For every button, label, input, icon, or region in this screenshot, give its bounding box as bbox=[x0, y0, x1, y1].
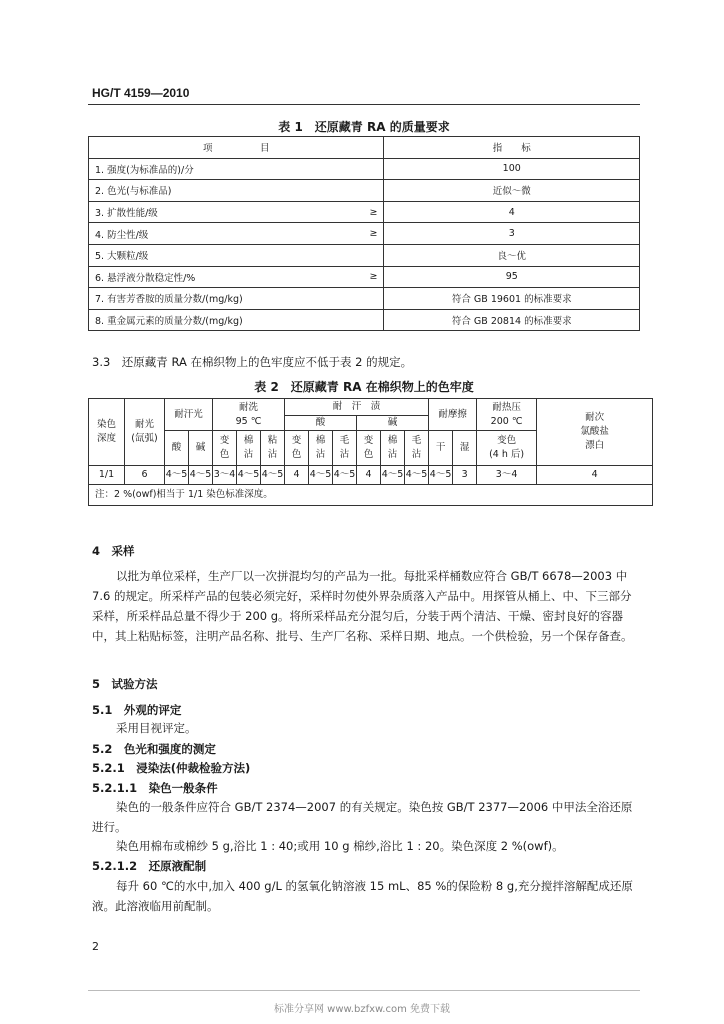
data-cell: 4～5 bbox=[237, 466, 261, 485]
row-item: 8. 重金属元素的质量分数/(mg/kg) bbox=[89, 309, 299, 331]
section-5-heading: 5 试验方法 bbox=[92, 677, 158, 691]
row-ge bbox=[298, 158, 384, 180]
header-light: 耐光 (氙弧) bbox=[125, 399, 165, 466]
sub-header: 棉 沾 bbox=[381, 431, 405, 466]
header-acid: 酸 bbox=[285, 416, 357, 431]
data-cell: 6 bbox=[125, 466, 165, 485]
sub-header: 棉 沾 bbox=[309, 431, 333, 466]
header-wash: 耐洗 95 ℃ bbox=[213, 399, 285, 431]
table-header-row bbox=[89, 137, 640, 159]
section-5-2-1-heading: 5.2.1 浸染法(仲裁检验方法) bbox=[92, 761, 251, 775]
data-cell: 4 bbox=[285, 466, 309, 485]
row-item: 7. 有害芳香胺的质量分数/(mg/kg) bbox=[89, 288, 299, 310]
section-5-2-heading: 5.2 色光和强度的测定 bbox=[92, 742, 216, 756]
header-perspiration: 耐 汗 渍 bbox=[285, 399, 429, 416]
section-5-2-1-2-body: 每升 60 ℃的水中,加入 400 g/L 的氢氧化钠溶液 15 mL、85 %的保险粉 8 g,充分搅拌溶解配成还原液。此溶液临用前配制。 bbox=[92, 879, 633, 913]
section-5-1-body: 采用目视评定。 bbox=[116, 721, 197, 735]
row-ge: ≥ bbox=[298, 223, 384, 245]
section-5-2-1-1-body1: 染色的一般条件应符合 GB/T 2374—2007 的有关规定。染色按 GB/T 2377—2006 中甲法全浴还原进行。 bbox=[92, 800, 633, 834]
row-ge bbox=[298, 180, 384, 202]
row-value: 近似～微 bbox=[384, 180, 640, 202]
quality-table bbox=[88, 136, 640, 331]
section-5-2-1-1-heading: 5.2.1.1 染色一般条件 bbox=[92, 781, 218, 795]
sub-header: 棉 沾 bbox=[237, 431, 261, 466]
section-4-heading: 4 采样 bbox=[92, 544, 135, 558]
table-row bbox=[89, 201, 640, 223]
row-value: 符合 GB 20814 的标准要求 bbox=[384, 309, 640, 331]
sub-header: 湿 bbox=[453, 431, 477, 466]
section-5-2-1-2-heading: 5.2.1.2 还原液配制 bbox=[92, 859, 207, 873]
data-cell: 3～4 bbox=[213, 466, 237, 485]
row-ge: ≥ bbox=[298, 266, 384, 288]
table-row bbox=[89, 244, 640, 266]
fastness-table bbox=[88, 398, 653, 506]
table2-caption: 表 2 还原藏青 RA 在棉织物上的色牢度 bbox=[254, 380, 474, 394]
row-value: 3 bbox=[384, 223, 640, 245]
sub-header: 毛 沾 bbox=[333, 431, 357, 466]
section-5-1-heading: 5.1 外观的评定 bbox=[92, 703, 182, 717]
data-cell: 4 bbox=[357, 466, 381, 485]
row-item: 3. 扩散性能/级 bbox=[89, 201, 299, 223]
row-item: 2. 色光(与标准品) bbox=[89, 180, 299, 202]
row-item: 1. 强度(为标准品的)/分 bbox=[89, 158, 299, 180]
footer-watermark: 标准分享网 www.bzfxw.com 免费下载 bbox=[274, 1004, 450, 1015]
header-sweat-light: 耐汗光 bbox=[165, 399, 213, 431]
table1-caption: 表 1 还原藏青 RA 的质量要求 bbox=[278, 120, 450, 134]
data-cell: 3～4 bbox=[477, 466, 537, 485]
table-row bbox=[89, 309, 640, 331]
data-cell: 4～5 bbox=[261, 466, 285, 485]
row-ge bbox=[298, 309, 384, 331]
row-ge: ≥ bbox=[298, 201, 384, 223]
row-ge bbox=[298, 244, 384, 266]
row-value: 100 bbox=[384, 158, 640, 180]
sub-header: 酸 bbox=[165, 431, 189, 466]
page-number: 2 bbox=[92, 940, 99, 953]
row-value: 95 bbox=[384, 266, 640, 288]
row-item: 4. 防尘性/级 bbox=[89, 223, 299, 245]
row-value: 符合 GB 19601 的标准要求 bbox=[384, 288, 640, 310]
table-note-row bbox=[89, 485, 653, 506]
data-cell: 4～5 bbox=[333, 466, 357, 485]
data-cell: 4～5 bbox=[189, 466, 213, 485]
section-3-3: 3.3 还原藏青 RA 在棉织物上的色牢度应不低于表 2 的规定。 bbox=[92, 355, 413, 369]
data-cell: 1/1 bbox=[89, 466, 125, 485]
table-row bbox=[89, 266, 640, 288]
sub-header: 粘 沾 bbox=[261, 431, 285, 466]
standard-code: HG/T 4159—2010 bbox=[92, 86, 190, 100]
data-cell: 4～5 bbox=[405, 466, 429, 485]
table-header-row bbox=[89, 399, 653, 416]
header-hypochlorite: 耐次 氯酸盐 漂白 bbox=[537, 399, 653, 466]
table-row bbox=[89, 288, 640, 310]
row-item: 6. 悬浮液分散稳定性/% bbox=[89, 266, 299, 288]
table-note: 注：2 %(owf)相当于 1/1 染色标准深度。 bbox=[89, 485, 653, 506]
sub-header: 干 bbox=[429, 431, 453, 466]
header-alkali: 碱 bbox=[357, 416, 429, 431]
data-cell: 4～5 bbox=[381, 466, 405, 485]
sub-header: 变 色 bbox=[213, 431, 237, 466]
header-value: 指 标 bbox=[384, 137, 640, 159]
footer-rule bbox=[88, 990, 640, 991]
section-5-2-1-1-body2: 染色用棉布或棉纱 5 g,浴比 1 : 40;或用 10 g 棉纱,浴比 1 : 20。染色深度 2 %(owf)。 bbox=[116, 839, 564, 853]
data-cell: 4～5 bbox=[429, 466, 453, 485]
header-hot-press: 耐热压 200 ℃ bbox=[477, 399, 537, 431]
data-cell: 4～5 bbox=[309, 466, 333, 485]
table-row bbox=[89, 180, 640, 202]
sub-header: 变 色 bbox=[285, 431, 309, 466]
header-rule bbox=[88, 104, 640, 105]
data-cell: 4 bbox=[537, 466, 653, 485]
header-depth: 染色 深度 bbox=[89, 399, 125, 466]
row-value: 4 bbox=[384, 201, 640, 223]
sub-header: 变 色 bbox=[357, 431, 381, 466]
table-row bbox=[89, 466, 653, 485]
row-item: 5. 大颗粒/级 bbox=[89, 244, 299, 266]
row-ge bbox=[298, 288, 384, 310]
table-row bbox=[89, 223, 640, 245]
data-cell: 4～5 bbox=[165, 466, 189, 485]
sub-header: 毛 沾 bbox=[405, 431, 429, 466]
table-row bbox=[89, 158, 640, 180]
sub-header: 碱 bbox=[189, 431, 213, 466]
data-cell: 3 bbox=[453, 466, 477, 485]
row-value: 良～优 bbox=[384, 244, 640, 266]
section-4-body: 以批为单位采样，生产厂以一次拼混均匀的产品为一批。每批采样桶数应符合 GB/T 6678—2003 中 7.6 的规定。所采样产品的包装必须完好，采样时勿使外界杂质落入产品中。用探管从桶上、中、下三部分采样，所采样品总量不得少于 200 g。将所采样品充分混匀后，分装于两个清洁、干燥、密封良好的容器中，其上粘贴标签，注明产品名称、批号、生产厂名称、采样日期、地点。一个供检验，另一个保存备查。 bbox=[92, 569, 633, 643]
header-item: 项 目 bbox=[89, 137, 384, 159]
sub-header: 变色 (4 h 后) bbox=[477, 431, 537, 466]
header-rub: 耐摩擦 bbox=[429, 399, 477, 431]
